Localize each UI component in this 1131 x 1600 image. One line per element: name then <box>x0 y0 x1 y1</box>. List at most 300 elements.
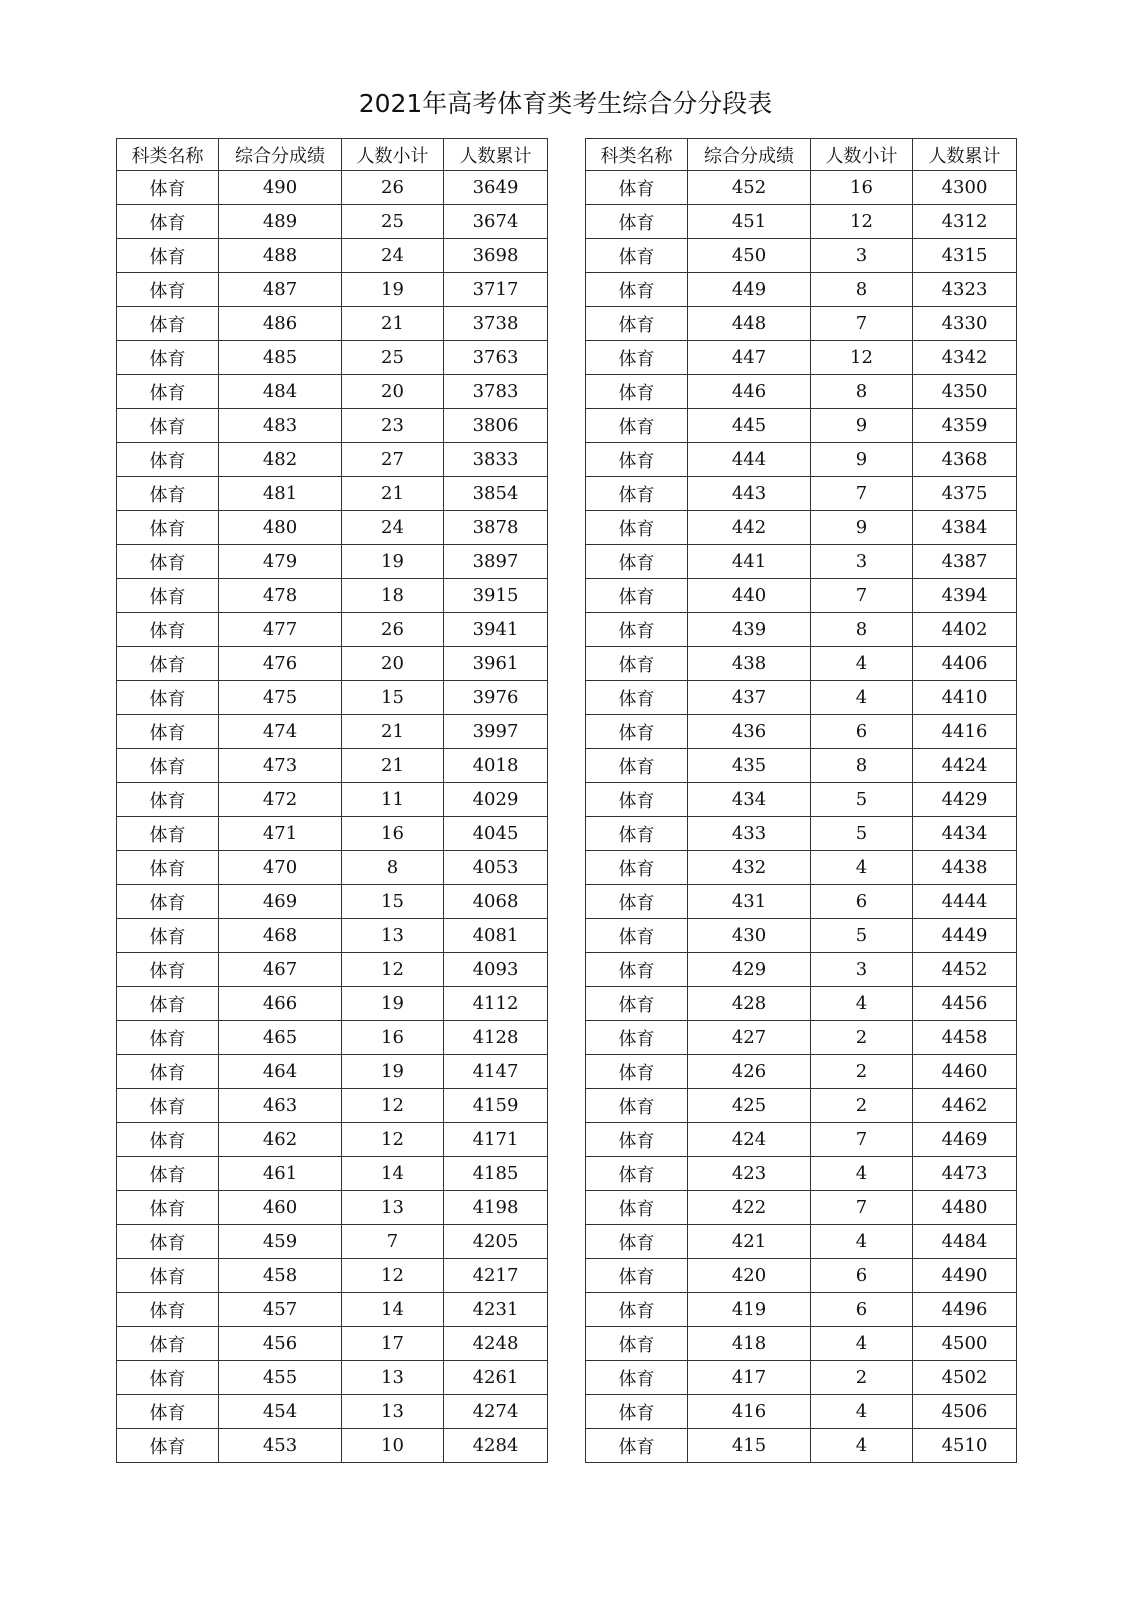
cell-count: 7 <box>811 307 913 341</box>
cell-cumulative: 4045 <box>444 817 548 851</box>
cell-count: 6 <box>811 885 913 919</box>
table-row <box>117 375 548 409</box>
cell-count: 9 <box>811 409 913 443</box>
cell-cumulative: 4444 <box>913 885 1017 919</box>
table-row <box>117 273 548 307</box>
cell-cumulative: 3941 <box>444 613 548 647</box>
cell-score: 489 <box>219 205 342 239</box>
table-row <box>586 885 1017 919</box>
cell-cumulative: 4500 <box>913 1327 1017 1361</box>
table-row <box>117 919 548 953</box>
cell-cumulative: 3878 <box>444 511 548 545</box>
cell-category: 体育 <box>117 1123 219 1157</box>
cell-cumulative: 4029 <box>444 783 548 817</box>
cell-score: 469 <box>219 885 342 919</box>
cell-category: 体育 <box>117 817 219 851</box>
table-row <box>586 1361 1017 1395</box>
table-row <box>117 1429 548 1463</box>
table-row <box>117 1259 548 1293</box>
cell-category: 体育 <box>586 1395 688 1429</box>
table-row <box>117 1055 548 1089</box>
table-row <box>117 885 548 919</box>
cell-count: 7 <box>811 1123 913 1157</box>
table-row <box>117 1123 548 1157</box>
cell-score: 429 <box>688 953 811 987</box>
cell-score: 442 <box>688 511 811 545</box>
cell-count: 23 <box>342 409 444 443</box>
cell-category: 体育 <box>117 409 219 443</box>
cell-score: 460 <box>219 1191 342 1225</box>
cell-score: 430 <box>688 919 811 953</box>
cell-cumulative: 4384 <box>913 511 1017 545</box>
cell-cumulative: 3997 <box>444 715 548 749</box>
cell-score: 474 <box>219 715 342 749</box>
cell-category: 体育 <box>117 1361 219 1395</box>
cell-score: 475 <box>219 681 342 715</box>
cell-count: 7 <box>811 1191 913 1225</box>
table-row <box>586 987 1017 1021</box>
cell-count: 6 <box>811 1293 913 1327</box>
table-row <box>586 171 1017 205</box>
cell-score: 455 <box>219 1361 342 1395</box>
cell-count: 21 <box>342 715 444 749</box>
cell-category: 体育 <box>586 613 688 647</box>
cell-cumulative: 4434 <box>913 817 1017 851</box>
score-table-left <box>116 138 548 1463</box>
cell-category: 体育 <box>117 1191 219 1225</box>
cell-category: 体育 <box>586 1361 688 1395</box>
cell-count: 3 <box>811 953 913 987</box>
header-cumulative: 人数累计 <box>913 139 1017 171</box>
cell-cumulative: 4506 <box>913 1395 1017 1429</box>
table-row <box>586 205 1017 239</box>
cell-count: 12 <box>342 953 444 987</box>
cell-count: 24 <box>342 511 444 545</box>
cell-cumulative: 4458 <box>913 1021 1017 1055</box>
cell-count: 19 <box>342 273 444 307</box>
cell-count: 26 <box>342 171 444 205</box>
cell-count: 9 <box>811 511 913 545</box>
cell-count: 5 <box>811 919 913 953</box>
cell-count: 3 <box>811 545 913 579</box>
cell-category: 体育 <box>117 783 219 817</box>
cell-category: 体育 <box>586 545 688 579</box>
cell-category: 体育 <box>586 205 688 239</box>
table-row <box>586 817 1017 851</box>
cell-score: 426 <box>688 1055 811 1089</box>
cell-cumulative: 3649 <box>444 171 548 205</box>
cell-category: 体育 <box>117 1157 219 1191</box>
cell-category: 体育 <box>586 273 688 307</box>
cell-count: 6 <box>811 715 913 749</box>
table-row <box>586 579 1017 613</box>
cell-score: 420 <box>688 1259 811 1293</box>
cell-cumulative: 4261 <box>444 1361 548 1395</box>
cell-score: 418 <box>688 1327 811 1361</box>
cell-cumulative: 4274 <box>444 1395 548 1429</box>
cell-score: 463 <box>219 1089 342 1123</box>
cell-cumulative: 3783 <box>444 375 548 409</box>
cell-cumulative: 4342 <box>913 341 1017 375</box>
cell-score: 490 <box>219 171 342 205</box>
cell-cumulative: 4068 <box>444 885 548 919</box>
cell-cumulative: 3897 <box>444 545 548 579</box>
header-count: 人数小计 <box>342 139 444 171</box>
cell-category: 体育 <box>117 205 219 239</box>
cell-category: 体育 <box>117 647 219 681</box>
cell-category: 体育 <box>586 647 688 681</box>
cell-cumulative: 4359 <box>913 409 1017 443</box>
cell-count: 21 <box>342 749 444 783</box>
cell-cumulative: 4375 <box>913 477 1017 511</box>
cell-count: 13 <box>342 919 444 953</box>
cell-count: 10 <box>342 1429 444 1463</box>
cell-count: 18 <box>342 579 444 613</box>
cell-count: 8 <box>811 273 913 307</box>
cell-score: 452 <box>688 171 811 205</box>
table-row <box>117 851 548 885</box>
cell-category: 体育 <box>117 579 219 613</box>
cell-cumulative: 4416 <box>913 715 1017 749</box>
cell-score: 424 <box>688 1123 811 1157</box>
cell-count: 17 <box>342 1327 444 1361</box>
cell-category: 体育 <box>586 1259 688 1293</box>
cell-count: 4 <box>811 1395 913 1429</box>
table-row <box>586 613 1017 647</box>
table-row <box>586 511 1017 545</box>
cell-cumulative: 4217 <box>444 1259 548 1293</box>
cell-count: 7 <box>811 579 913 613</box>
cell-count: 27 <box>342 443 444 477</box>
cell-category: 体育 <box>586 715 688 749</box>
cell-count: 6 <box>811 1259 913 1293</box>
cell-category: 体育 <box>586 341 688 375</box>
table-row <box>586 1021 1017 1055</box>
cell-count: 14 <box>342 1157 444 1191</box>
cell-category: 体育 <box>586 1327 688 1361</box>
cell-category: 体育 <box>586 171 688 205</box>
cell-category: 体育 <box>586 1225 688 1259</box>
cell-score: 435 <box>688 749 811 783</box>
cell-cumulative: 4300 <box>913 171 1017 205</box>
table-row <box>117 1157 548 1191</box>
table-row <box>586 919 1017 953</box>
cell-cumulative: 3854 <box>444 477 548 511</box>
cell-count: 19 <box>342 1055 444 1089</box>
cell-count: 4 <box>811 647 913 681</box>
table-row <box>586 1055 1017 1089</box>
table-row <box>117 579 548 613</box>
score-table-right <box>585 138 1017 1463</box>
cell-category: 体育 <box>586 783 688 817</box>
table-row <box>586 1089 1017 1123</box>
cell-score: 486 <box>219 307 342 341</box>
table-row <box>117 1021 548 1055</box>
cell-count: 4 <box>811 851 913 885</box>
cell-category: 体育 <box>586 1021 688 1055</box>
cell-cumulative: 4438 <box>913 851 1017 885</box>
cell-score: 484 <box>219 375 342 409</box>
cell-category: 体育 <box>117 953 219 987</box>
cell-cumulative: 4093 <box>444 953 548 987</box>
cell-category: 体育 <box>117 545 219 579</box>
cell-score: 437 <box>688 681 811 715</box>
cell-count: 15 <box>342 681 444 715</box>
header-count: 人数小计 <box>811 139 913 171</box>
cell-count: 13 <box>342 1361 444 1395</box>
cell-cumulative: 3806 <box>444 409 548 443</box>
cell-cumulative: 4449 <box>913 919 1017 953</box>
cell-count: 16 <box>342 1021 444 1055</box>
cell-cumulative: 3738 <box>444 307 548 341</box>
cell-score: 445 <box>688 409 811 443</box>
cell-cumulative: 3674 <box>444 205 548 239</box>
table-row <box>117 1293 548 1327</box>
cell-cumulative: 3976 <box>444 681 548 715</box>
header-cumulative: 人数累计 <box>444 139 548 171</box>
cell-count: 4 <box>811 987 913 1021</box>
cell-score: 476 <box>219 647 342 681</box>
cell-count: 16 <box>342 817 444 851</box>
cell-category: 体育 <box>117 715 219 749</box>
cell-score: 421 <box>688 1225 811 1259</box>
cell-category: 体育 <box>117 987 219 1021</box>
cell-category: 体育 <box>117 477 219 511</box>
cell-category: 体育 <box>117 749 219 783</box>
cell-category: 体育 <box>117 681 219 715</box>
cell-count: 13 <box>342 1191 444 1225</box>
cell-category: 体育 <box>586 375 688 409</box>
cell-cumulative: 4248 <box>444 1327 548 1361</box>
table-row <box>117 1395 548 1429</box>
cell-cumulative: 4053 <box>444 851 548 885</box>
cell-category: 体育 <box>586 1055 688 1089</box>
cell-score: 428 <box>688 987 811 1021</box>
header-category: 科类名称 <box>117 139 219 171</box>
table-row <box>117 477 548 511</box>
cell-score: 417 <box>688 1361 811 1395</box>
cell-cumulative: 3915 <box>444 579 548 613</box>
cell-score: 458 <box>219 1259 342 1293</box>
cell-category: 体育 <box>117 1327 219 1361</box>
cell-score: 467 <box>219 953 342 987</box>
cell-cumulative: 3961 <box>444 647 548 681</box>
cell-cumulative: 3717 <box>444 273 548 307</box>
cell-cumulative: 4312 <box>913 205 1017 239</box>
table-row <box>586 375 1017 409</box>
cell-cumulative: 4387 <box>913 545 1017 579</box>
cell-cumulative: 4402 <box>913 613 1017 647</box>
table-row <box>586 477 1017 511</box>
cell-count: 9 <box>811 443 913 477</box>
cell-score: 423 <box>688 1157 811 1191</box>
cell-category: 体育 <box>117 1055 219 1089</box>
table-row <box>117 647 548 681</box>
cell-cumulative: 3698 <box>444 239 548 273</box>
cell-score: 483 <box>219 409 342 443</box>
cell-score: 449 <box>688 273 811 307</box>
cell-category: 体育 <box>117 171 219 205</box>
cell-category: 体育 <box>117 1429 219 1463</box>
cell-count: 5 <box>811 783 913 817</box>
table-row <box>586 1225 1017 1259</box>
cell-cumulative: 4462 <box>913 1089 1017 1123</box>
cell-score: 451 <box>688 205 811 239</box>
table-row <box>586 953 1017 987</box>
cell-score: 419 <box>688 1293 811 1327</box>
header-score: 综合分成绩 <box>219 139 342 171</box>
cell-count: 2 <box>811 1089 913 1123</box>
cell-count: 4 <box>811 1327 913 1361</box>
table-row <box>586 341 1017 375</box>
cell-category: 体育 <box>117 443 219 477</box>
cell-category: 体育 <box>586 409 688 443</box>
cell-count: 13 <box>342 1395 444 1429</box>
cell-cumulative: 4350 <box>913 375 1017 409</box>
cell-category: 体育 <box>117 1021 219 1055</box>
cell-score: 465 <box>219 1021 342 1055</box>
cell-cumulative: 4147 <box>444 1055 548 1089</box>
table-row <box>117 953 548 987</box>
cell-cumulative: 4429 <box>913 783 1017 817</box>
cell-category: 体育 <box>586 307 688 341</box>
cell-score: 416 <box>688 1395 811 1429</box>
cell-category: 体育 <box>586 987 688 1021</box>
cell-cumulative: 4185 <box>444 1157 548 1191</box>
table-row <box>117 205 548 239</box>
cell-count: 7 <box>811 477 913 511</box>
table-row <box>117 817 548 851</box>
cell-score: 440 <box>688 579 811 613</box>
cell-score: 427 <box>688 1021 811 1055</box>
table-row <box>117 1327 548 1361</box>
cell-score: 461 <box>219 1157 342 1191</box>
table-row <box>117 749 548 783</box>
cell-cumulative: 4473 <box>913 1157 1017 1191</box>
table-row <box>117 409 548 443</box>
table-row <box>117 1089 548 1123</box>
table-row <box>586 443 1017 477</box>
table-row <box>586 307 1017 341</box>
cell-score: 448 <box>688 307 811 341</box>
cell-category: 体育 <box>586 579 688 613</box>
table-row <box>586 545 1017 579</box>
table-row <box>586 1123 1017 1157</box>
cell-category: 体育 <box>586 749 688 783</box>
header-row <box>117 139 548 171</box>
cell-cumulative: 4460 <box>913 1055 1017 1089</box>
page-title: 2021年高考体育类考生综合分分段表 <box>358 89 773 118</box>
table-row <box>586 647 1017 681</box>
cell-count: 26 <box>342 613 444 647</box>
cell-category: 体育 <box>117 1395 219 1429</box>
table-row <box>117 545 548 579</box>
cell-category: 体育 <box>586 919 688 953</box>
cell-score: 472 <box>219 783 342 817</box>
cell-category: 体育 <box>586 1123 688 1157</box>
cell-score: 478 <box>219 579 342 613</box>
table-row <box>586 681 1017 715</box>
table-row <box>586 273 1017 307</box>
header-score: 综合分成绩 <box>688 139 811 171</box>
table-row <box>586 239 1017 273</box>
cell-count: 15 <box>342 885 444 919</box>
cell-count: 24 <box>342 239 444 273</box>
cell-score: 447 <box>688 341 811 375</box>
cell-count: 21 <box>342 477 444 511</box>
cell-category: 体育 <box>117 851 219 885</box>
cell-score: 431 <box>688 885 811 919</box>
table-row <box>586 1293 1017 1327</box>
cell-cumulative: 4368 <box>913 443 1017 477</box>
cell-category: 体育 <box>117 239 219 273</box>
table-row <box>117 1225 548 1259</box>
cell-cumulative: 4410 <box>913 681 1017 715</box>
cell-count: 20 <box>342 647 444 681</box>
cell-category: 体育 <box>117 919 219 953</box>
cell-count: 4 <box>811 681 913 715</box>
cell-category: 体育 <box>117 511 219 545</box>
cell-cumulative: 4484 <box>913 1225 1017 1259</box>
table-row <box>117 443 548 477</box>
cell-score: 441 <box>688 545 811 579</box>
cell-score: 434 <box>688 783 811 817</box>
cell-cumulative: 3833 <box>444 443 548 477</box>
cell-count: 2 <box>811 1021 913 1055</box>
cell-count: 20 <box>342 375 444 409</box>
table-row <box>117 783 548 817</box>
cell-score: 456 <box>219 1327 342 1361</box>
cell-cumulative: 4330 <box>913 307 1017 341</box>
table-row <box>117 715 548 749</box>
cell-cumulative: 4323 <box>913 273 1017 307</box>
cell-count: 21 <box>342 307 444 341</box>
cell-category: 体育 <box>117 613 219 647</box>
cell-cumulative: 4469 <box>913 1123 1017 1157</box>
cell-count: 4 <box>811 1429 913 1463</box>
cell-cumulative: 4315 <box>913 239 1017 273</box>
cell-cumulative: 4081 <box>444 919 548 953</box>
table-row <box>586 1191 1017 1225</box>
table-row <box>586 1327 1017 1361</box>
cell-category: 体育 <box>586 239 688 273</box>
cell-score: 487 <box>219 273 342 307</box>
cell-category: 体育 <box>586 953 688 987</box>
cell-category: 体育 <box>586 817 688 851</box>
header-category: 科类名称 <box>586 139 688 171</box>
cell-score: 457 <box>219 1293 342 1327</box>
table-row <box>586 1429 1017 1463</box>
cell-category: 体育 <box>117 885 219 919</box>
cell-category: 体育 <box>117 273 219 307</box>
table-row <box>117 307 548 341</box>
cell-cumulative: 4496 <box>913 1293 1017 1327</box>
cell-category: 体育 <box>117 1225 219 1259</box>
cell-category: 体育 <box>586 511 688 545</box>
table-row <box>117 511 548 545</box>
cell-cumulative: 4171 <box>444 1123 548 1157</box>
cell-count: 11 <box>342 783 444 817</box>
cell-score: 488 <box>219 239 342 273</box>
cell-category: 体育 <box>586 1191 688 1225</box>
cell-score: 470 <box>219 851 342 885</box>
cell-score: 480 <box>219 511 342 545</box>
cell-score: 477 <box>219 613 342 647</box>
cell-category: 体育 <box>586 1429 688 1463</box>
cell-count: 19 <box>342 545 444 579</box>
table-row <box>586 783 1017 817</box>
cell-score: 454 <box>219 1395 342 1429</box>
